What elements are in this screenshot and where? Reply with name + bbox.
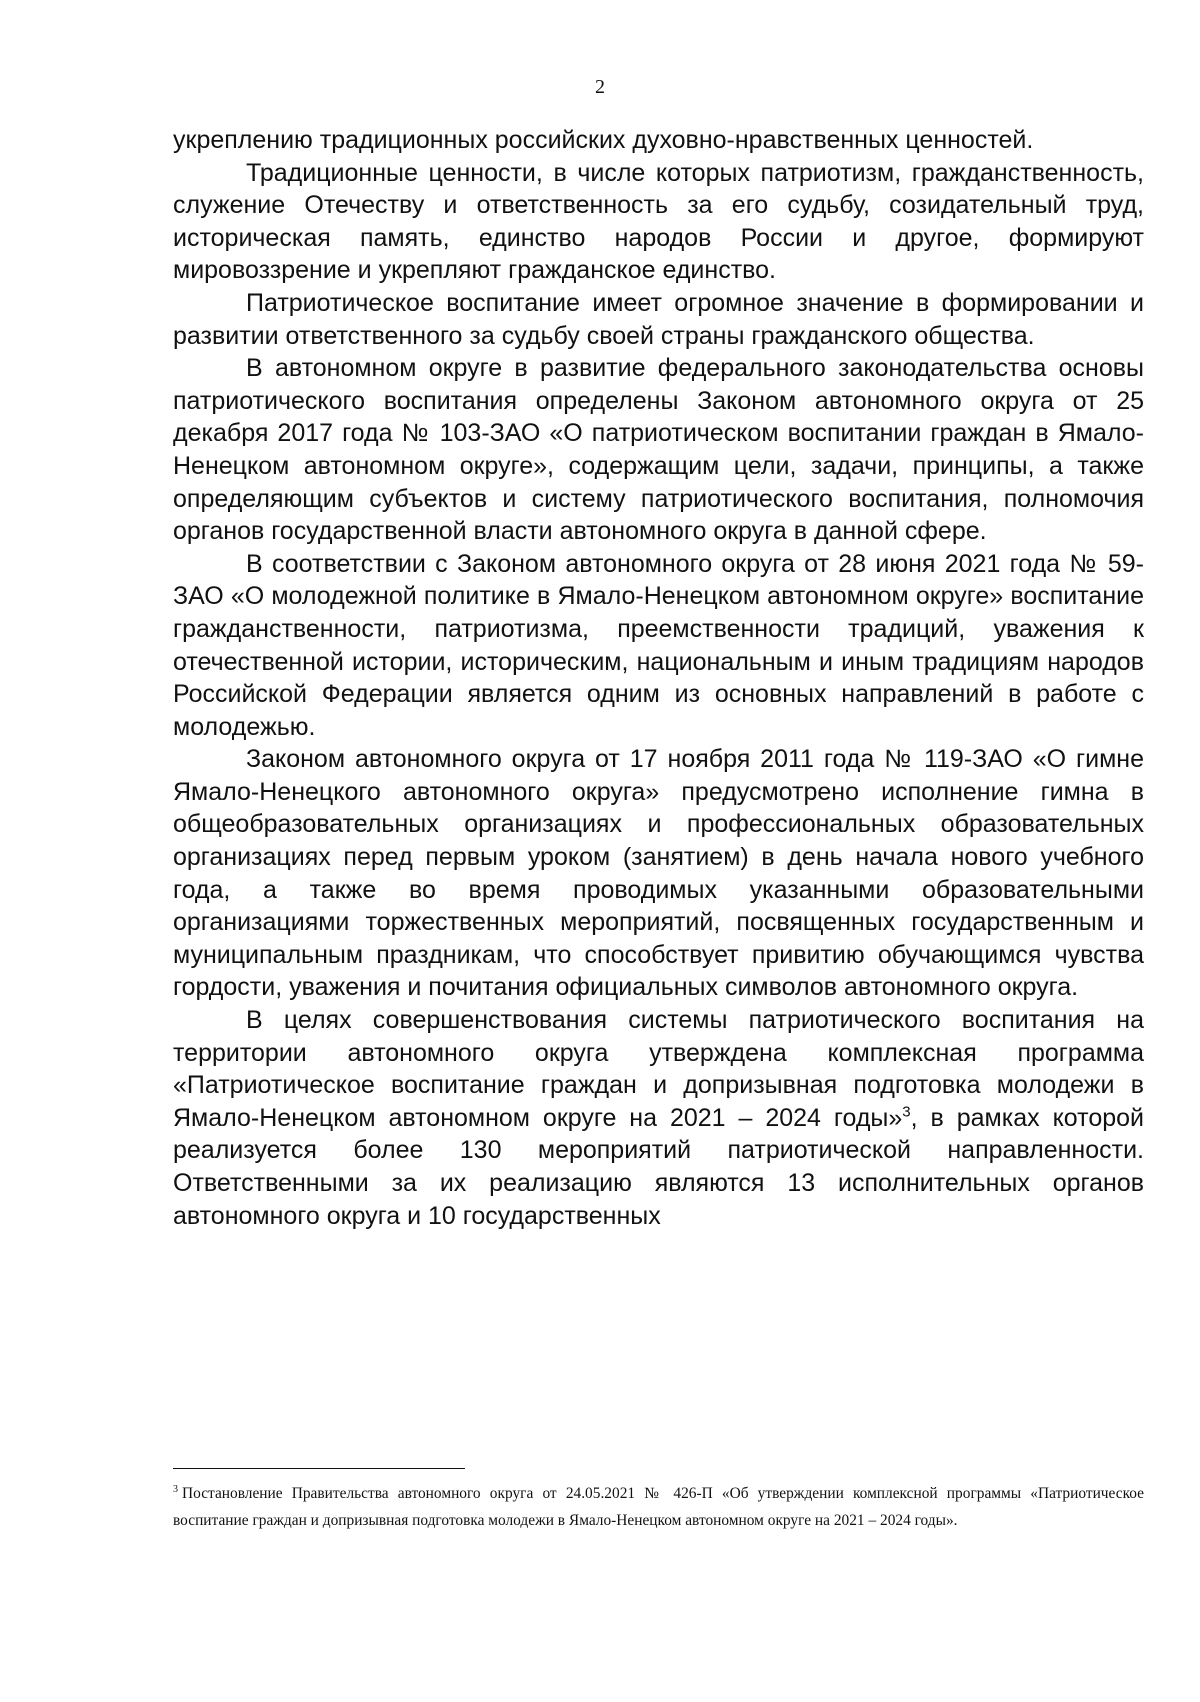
footnote-separator [173, 1468, 465, 1469]
paragraph-law-119-anthem: Законом автономного округа от 17 ноября 2011 года № 119-ЗАО «О гимне Ямало-Ненецкого автономного округа» предусмотрено исполнение гимна в общеобразовательных организациях и профессиональных образовательных организациях перед первым уроком (занятием) в день начала нового учебного года, а также во время проводимых указанными образовательными организациями торжественных мероприятий, посвященных государственным и муниципальным праздникам, что способствует привитию обучающимся чувства гордости, уважения и почитания официальных символов автономного округа. [173, 745, 1144, 1002]
document-body [173, 124, 1144, 1232]
footnote-reference: 3 [902, 1103, 911, 1121]
paragraph-law-59: В соответствии с Законом автономного округа от 28 июня 2021 года № 59-ЗАО «О молодежной политике в Ямало-Ненецком автономном округе» воспитание гражданственности, патриотизма, преемственности традиций, уважения к отечественной истории, историческим, национальным и иным традициям народов Российской Федерации является одним из основных направлений в работе с молодежью. [173, 549, 1144, 741]
footnote-text: Постановление Правительства автономного округа от 24.05.2021 № 426-П «Об утверждении комплексной программы «Патриотическое воспитание граждан и допризывная подготовка молодежи в Ямало-Ненецком автономном округе на 2021 – 2024 годы». [173, 1485, 1144, 1529]
paragraph-law-103: В автономном округе в развитие федерального законодательства основы патриотического воспитания определены Законом автономного округа от 25 декабря 2017 года № 103-ЗАО «О патриотическом воспитании граждан в Ямало-Ненецком автономном округе», содержащим цели, задачи, принципы, а также определяющим субъектов и систему патриотического воспитания, полномочия органов государственной власти автономного округа в данной сфере. [173, 354, 1144, 546]
footnote-mark: 3 [173, 1483, 178, 1495]
paragraph-program-text-start: В целях совершенствования системы патриотического воспитания на территории автономного округа утверждена комплексная программа «Патриотическое воспитание граждан и допризывная подготовка молодежи в Ямало-Ненецком автономном округе на 2021 – 2024 годы» [173, 1006, 1144, 1132]
page-number: 2 [595, 76, 605, 98]
paragraph-patriotic-education: Патриотическое воспитание имеет огромное значение в формировании и развитии ответственного за судьбу своей страны гражданского общества. [173, 288, 1144, 350]
paragraph-program [173, 1004, 1144, 1232]
paragraph-continuation: укреплению традиционных российских духовно-нравственных ценностей. [173, 126, 1034, 154]
paragraph-program-text-end: , в рамках которой реализуется более 130 мероприятий патриотической направленности. Ответственными за их реализацию являются 13 исполнительных органов автономного округа и 10 государственных [173, 1103, 1144, 1230]
footnote [173, 1480, 1144, 1534]
paragraph-traditional-values: Традиционные ценности, в числе которых патриотизм, гражданственность, служение Отечеству и ответственность за его судьбу, созидательный труд, историческая память, единство народов России и другое, формируют мировоззрение и укрепляют гражданское единство. [173, 158, 1144, 285]
